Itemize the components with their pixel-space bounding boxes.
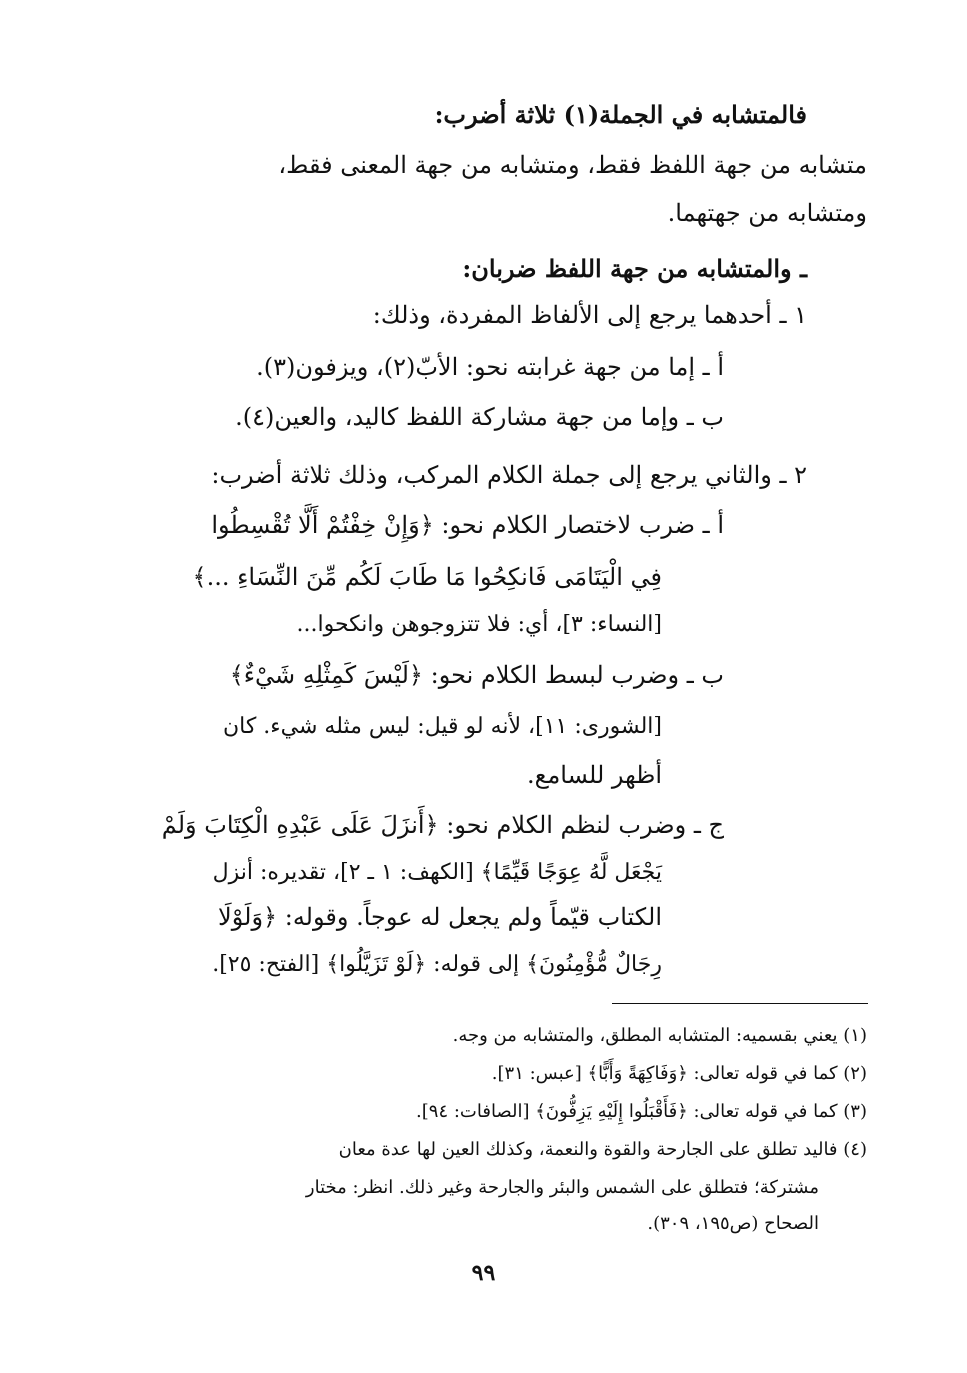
list-item: ب ـ وإما من جهة مشاركة اللفظ كاليد، والعين(٤).: [235, 403, 724, 431]
body-line: الكتاب قيّماً ولم يجعل له عوجاً. وقوله: ﴿وَلَوْلَا: [218, 903, 662, 931]
body-line: [النساء: ٣]، أي: فلا تتزوجوهن وانكحوا...: [296, 612, 662, 637]
footnote: (٢) كما في قوله تعالى: ﴿وَفَاكِهَةً وَأَبًّا﴾ [عبس: ٣١].: [491, 1063, 867, 1084]
page-number: ٩٩: [471, 1260, 496, 1286]
footnote-separator: [612, 1003, 868, 1004]
list-item: ج ـ وضرب لنظم الكلام نحو: ﴿أَنزَلَ عَلَى عَبْدِهِ الْكِتَابَ وَلَمْ: [161, 811, 724, 839]
list-item: أ ـ ضرب لاختصار الكلام نحو: ﴿وَإِنْ خِفْتُمْ أَلَّا تُقْسِطُوا: [211, 511, 724, 539]
body-line: ١ ـ أحدهما يرجع إلى الألفاظ المفردة، وذلك:: [372, 301, 807, 329]
section-heading: فالمتشابه في الجملة(١) ثلاثة أضرب:: [434, 100, 807, 129]
body-line: رِجَالٌ مُّؤْمِنُونَ﴾ إلى قوله: ﴿لَوْ تَزَيَّلُوا﴾ [الفتح: ٢٥].: [212, 952, 662, 977]
body-line: ٢ ـ والثاني يرجع إلى جملة الكلام المركب، وذلك ثلاثة أضرب:: [211, 461, 807, 489]
body-line: ومتشابه من جهتهما.: [667, 199, 867, 227]
quran-verse-line: فِي الْيَتَامَى فَانكِحُوا مَا طَابَ لَكُم مِّنَ النِّسَاءِ ...﴾: [192, 563, 662, 591]
footnote: (٣) كما في قوله تعالى: ﴿فَأَقْبَلُوا إِلَيْهِ يَزِفُّونَ﴾ [الصافات: ٩٤].: [416, 1101, 867, 1122]
body-line: [الشورى: ١١]، لأنه لو قيل: ليس مثله شيء. كان: [222, 714, 662, 739]
list-item: ب ـ وضرب لبسط الكلام نحو: ﴿لَيْسَ كَمِثْلِهِ شَيْءٌ﴾: [229, 661, 724, 689]
body-line: أظهر للسامع.: [527, 761, 662, 789]
body-line: يَجْعَل لَّهُ عِوَجًا قَيِّمًا﴾ [الكهف: ١ ـ ٢]، تقديره: أنزل: [212, 860, 662, 885]
footnote: (٤) فاليد تطلق على الجارحة والقوة والنعمة، وكذلك العين لها عدة معان: [338, 1139, 867, 1160]
footnote-continuation: مشتركة؛ فتطلق على الشمس والبئر والجارحة وغير ذلك. انظر: مختار: [305, 1177, 819, 1198]
subheading: ـ والمتشابه من جهة اللفظ ضربان:: [462, 254, 807, 283]
body-line: متشابه من جهة اللفظ فقط، ومتشابه من جهة المعنى فقط،: [278, 151, 867, 179]
footnote: (١) يعني بقسميه: المتشابه المطلق، والمتشابه من وجه.: [452, 1025, 867, 1046]
footnote-continuation: الصحاح (ص١٩٥، ٣٠٩).: [647, 1213, 819, 1234]
list-item: أ ـ إما من جهة غرابته نحو: الأبّ(٢)، ويزفون(٣).: [256, 353, 724, 381]
